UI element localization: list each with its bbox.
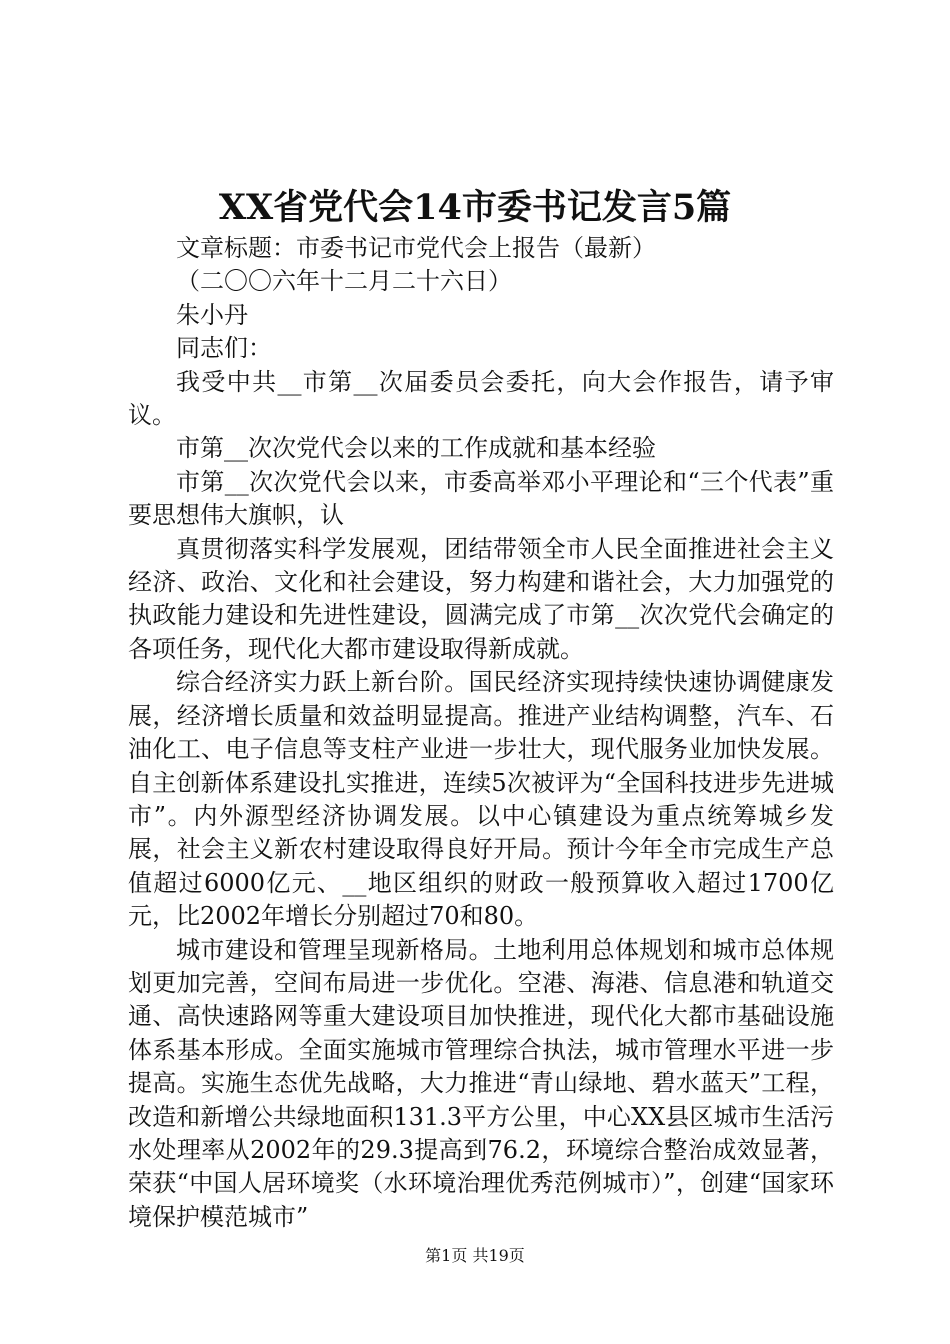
document-body bbox=[128, 232, 834, 1234]
paragraph: 我受中共__市第__次届委员会委托，向大会作报告，请予审议。 bbox=[128, 367, 834, 430]
author-name: 朱小丹 bbox=[176, 300, 248, 329]
paragraph: 综合经济实力跃上新台阶。国民经济实现持续快速协调健康发展，经济增长质量和效益明显提高。推进产业结构调整，汽车、石油化工、电子信息等支柱产业进一步壮大，现代服务业加快发展。自主创新体系建设扎实推进，连续5次被评为“全国科技进步先进城市”。内外源型经济协调发展。以中心镇建设为重点统筹城乡发展，社会主义新农村建设取得良好开局。预计今年全市完成生产总值超过6000亿元、__地区组织的财政一般预算收入超过1700亿元，比2002年增长分别超过70和80。 bbox=[128, 668, 834, 931]
document-title: XX省党代会14市委书记发言5篇 bbox=[218, 187, 732, 228]
salutation: 同志们： bbox=[176, 334, 272, 363]
page-footer: 第1页 共19页 bbox=[425, 1246, 525, 1265]
paragraph: 市第__次次党代会以来，市委高举邓小平理论和“三个代表”重要思想伟大旗帜，认 bbox=[128, 467, 834, 530]
paragraph: 城市建设和管理呈现新格局。土地利用总体规划和城市总体规划更加完善，空间布局进一步优化。空港、海港、信息港和轨道交通、高快速路网等重大建设项目加快推进，现代化大都市基础设施体系基本形成。全面实施城市管理综合执法，城市管理水平进一步提高。实施生态优先战略，大力推进“青山绿地、碧水蓝天”工程，改造和新增公共绿地面积131.3平方公里，中心XX县区城市生活污水处理率从2002年的29.3提高到76.2，环境综合整治成效显著，荣获“中国人居环境奖（水环境治理优秀范例城市）”，创建“国家环境保护模范城市” bbox=[128, 935, 834, 1231]
paragraph: 真贯彻落实科学发展观，团结带领全市人民全面推进社会主义经济、政治、文化和社会建设，努力构建和谐社会，大力加强党的执政能力建设和先进性建设，圆满完成了市第__次次党代会确定的各项任务，现代化大都市建设取得新成就。 bbox=[128, 534, 834, 663]
article-heading: 文章标题：市委书记市党代会上报告（最新） bbox=[176, 234, 656, 262]
report-date: （二〇〇六年十二月二十六日） bbox=[176, 267, 512, 296]
section-heading: 市第__次次党代会以来的工作成就和基本经验 bbox=[176, 434, 656, 463]
